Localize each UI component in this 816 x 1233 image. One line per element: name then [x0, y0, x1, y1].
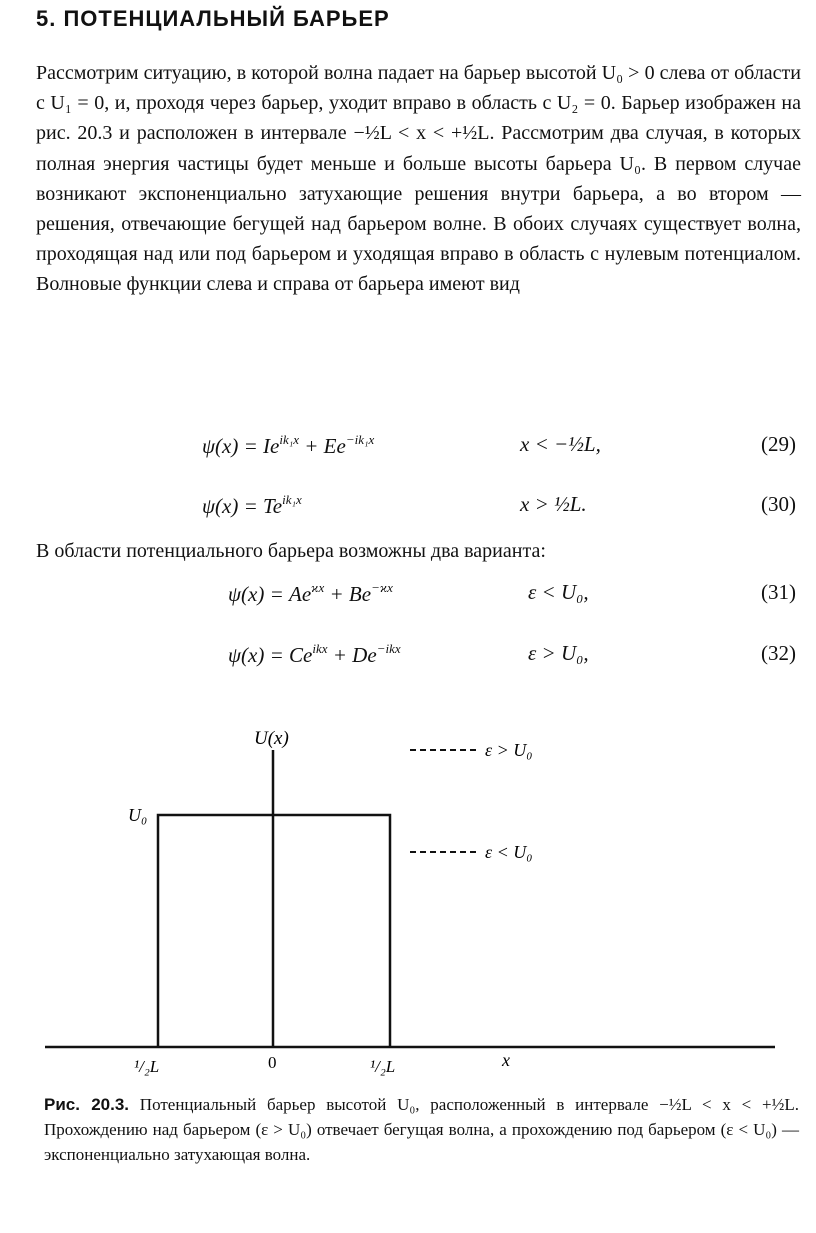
equation-31 [0, 580, 816, 614]
paragraph-text: Рассмотрим ситуацию, в которой волна падает на барьер высотой U₀ > 0 слева от области с U₁ = 0, и, проходя через барьер, уходит вправо в область с U₂ = 0. Барьер изображен на рис. 20.3 и расположен в интервале −½L < x < +½L. Рассмотрим два случая, в которых полная энергия частицы будет меньше и больше высоты барьера U₀. В первом случае возникают экспоненциально затухающие решения внутри барьера, а во втором — решения, отвечающие бегущей над барьером волне. В обоих случаях существует волна, проходящая над или под барьером и уходящая вправо в область с нулевым потенциалом. Волновые функции слева и справа от барьера имеют вид [36, 62, 801, 296]
equation-number: (31) [761, 580, 796, 604]
equation-condition: x > ½L. [520, 492, 587, 516]
potential-barrier-figure [40, 712, 780, 1082]
tick-left-label: ¹/₂L [134, 1057, 160, 1076]
equation-lhs: $\psi(x) = Ae^{ϰx} + Be^{-ϰx}$ [228, 580, 393, 606]
tick-right-label: ¹/₂L [370, 1057, 396, 1076]
body-paragraph [36, 58, 801, 300]
equation-condition: ε > U₀, [528, 641, 589, 665]
equation-condition: x < −½L, [520, 432, 601, 456]
equation-number: (30) [761, 492, 796, 516]
x-axis-label: x [502, 1050, 510, 1070]
tick-zero-label: 0 [268, 1053, 277, 1072]
equation-30 [0, 492, 816, 526]
equation-number: (29) [761, 432, 796, 456]
barrier-height-label: U₀ [128, 805, 148, 825]
equation-lhs: $\psi(x) = Ie^{ik_1x} + Ee^{-ik_1x}$ [202, 432, 375, 458]
equation-lhs: $\psi(x) = Te^{ik_1x}$ [202, 492, 302, 518]
equation-29 [0, 432, 816, 466]
figure-caption [44, 1092, 799, 1167]
equation-number: (32) [761, 641, 796, 665]
caption-text: Потенциальный барьер высотой U₀, расположенный в интервале −½L < x < +½L. Прохождению над барьером (ε > U₀) отвечает бегущая волна, а прохождению под барьером (ε < U₀) — экспоненциально затухающая волна. [44, 1095, 799, 1164]
equation-condition: ε < U₀, [528, 580, 589, 604]
level-low-label: ε < U₀ [485, 842, 533, 862]
equation-lhs: $\psi(x) = Ce^{ikx} + De^{-ikx}$ [228, 641, 401, 667]
caption-label: Рис. 20.3. [44, 1095, 130, 1114]
y-axis-label: U(x) [254, 728, 289, 749]
equation-32 [0, 641, 816, 675]
level-high-label: ε > U₀ [485, 740, 533, 760]
between-text: В области потенциального барьера возможны два варианта: [36, 540, 546, 562]
section-title: 5. ПОТЕНЦИАЛЬНЫЙ БАРЬЕР [36, 6, 390, 31]
